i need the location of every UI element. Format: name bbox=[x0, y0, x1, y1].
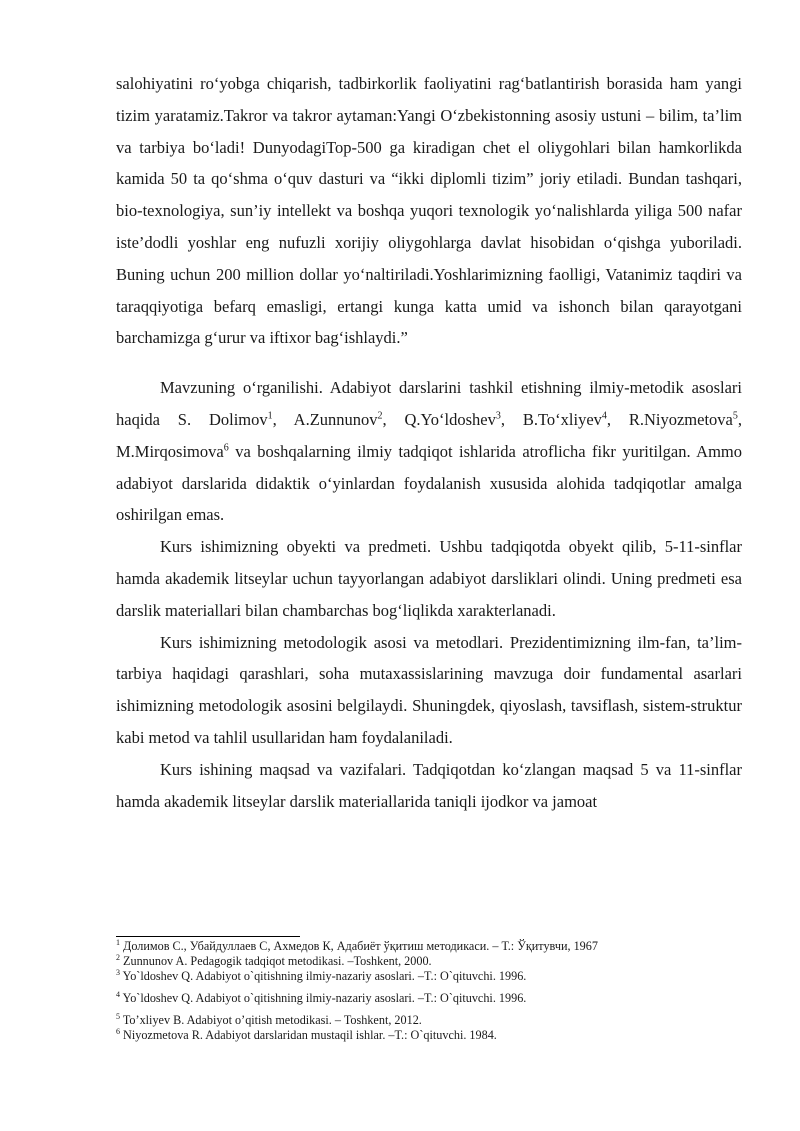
footnote-ref-2[interactable]: 2 bbox=[377, 410, 383, 422]
footnote-ref-1[interactable]: 1 bbox=[267, 410, 273, 422]
footnote-ref-4[interactable]: 4 bbox=[601, 410, 607, 422]
footnote-text: Yo`ldoshev Q. Adabiyot o`qitishning ilmiy-nazariy asoslari. –T.: O`qituvchi. 1996. bbox=[122, 991, 527, 1005]
text-run: Mavzuning oʻrganilishi. Adabiyot darslarini tashkil etishning ilmiy-metodik asoslari haqida S. Dolimov bbox=[116, 378, 742, 429]
text-run: , A.Zunnunov bbox=[272, 409, 378, 429]
footnote-text: Zunnunov A. Pedagogik tadqiqot metodikasi. –Toshkent, 2000. bbox=[123, 954, 432, 968]
text-run: va boshqalarning ilmiy tadqiqot ishlarida atroflicha fikr yuritilgan. Ammo adabiyot darslarida didaktik oʻyinlardan foydalanish xususida alohida tadqiqotlar amalga oshirilgan emas. bbox=[116, 441, 742, 525]
footnote-ref-6[interactable]: 6 bbox=[223, 442, 229, 454]
footnote-number: 3 bbox=[116, 967, 120, 977]
footnote-number: 2 bbox=[116, 952, 120, 962]
footnote-text: Yo`ldoshev Q. Adabiyot o`qitishning ilmiy-nazariy asoslari. –T.: O`qituvchi. 1996. bbox=[122, 969, 527, 983]
footnote-text: Niyozmetova R. Adabiyot darslaridan mustaqil ishlar. –T.: O`qituvchi. 1984. bbox=[123, 1028, 497, 1042]
footnotes bbox=[116, 939, 746, 1043]
footnote-6 bbox=[116, 1028, 746, 1043]
document-body bbox=[116, 68, 742, 817]
text-run: , R.Niyozmetova bbox=[606, 409, 733, 429]
footnote-number: 6 bbox=[116, 1026, 120, 1036]
footnote-number: 1 bbox=[116, 937, 120, 947]
text-run: , Q.Yoʻldoshev bbox=[382, 409, 496, 429]
footnote-5 bbox=[116, 1013, 746, 1028]
paragraph-methodology: Kurs ishimizning metodologik asosi va metodlari. Prezidentimizning ilm-fan, ta’lim-tarbiya haqidagi qarashlari, soha mutaxassislarining mavzuga doir fundamental asarlari ishimizning metodologik asosini belgilaydi. Shuningdek, qiyoslash, tavsiflash, sistem-struktur kabi metod va tahlil usullaridan ham foydalaniladi. bbox=[116, 632, 742, 747]
footnote-text: Долимов С., Убайдуллаев С, Ахмедов К, Адабиёт ўқитиш методикаси. – Т.: Ўқитувчи, 1967 bbox=[123, 939, 598, 953]
footnote-separator bbox=[116, 936, 300, 937]
paragraph-goals: Kurs ishining maqsad va vazifalari. Tadqiqotdan koʻzlangan maqsad 5 va 11-sinflar hamda akademik litseylar darslik materiallarida taniqli ijodkor va jamoat bbox=[116, 759, 742, 811]
footnote-4 bbox=[116, 991, 746, 1006]
footnote-2 bbox=[116, 954, 746, 969]
footnote-number: 5 bbox=[116, 1011, 120, 1021]
footnote-3 bbox=[116, 969, 746, 984]
footnote-ref-5[interactable]: 5 bbox=[732, 410, 738, 422]
text-run: , M.Mirqosimova bbox=[116, 409, 742, 461]
paragraph-president-quote: salohiyatini roʻyobga chiqarish, tadbirkorlik faoliyatini ragʻbatlantirish borasida ham yangi tizim yaratamiz.Takror va takror aytaman:Yangi Oʻzbekistonning asosiy ustuni – bilim, ta’lim va tarbiya boʻladi! DunyodagiTop-500 ga kiradigan chet el oliygohlari bilan hamkorlikda kamida 50 ta qoʻshma oʻquv dasturi va “ikki diplomli tizim” joriy etiladi. Bundan tashqari, bio-texnologiya, sun’iy intellekt va boshqa yuqori texnologik yoʻnalishlarda yiliga 500 nafar iste’dodli yoshlar eng nufuzli xorijiy oliygohlarga davlat hisobidan oʻqishga yuboriladi. Buning uchun 200 million dollar yoʻnaltiriladi.Yoshlarimizning faolligi, Vatanimiz taqdiri va taraqqiyotiga befarq emasligi, ertangi kunga katta umid va ishonch bilan qarayotgani barchamizga gʻurur va iftixor bagʻishlaydi.” bbox=[116, 74, 742, 348]
paragraph-gap bbox=[116, 354, 742, 372]
footnote-number: 4 bbox=[116, 989, 120, 999]
footnote-ref-3[interactable]: 3 bbox=[495, 410, 501, 422]
footnote-text: To’xliyev B. Adabiyot o’qitish metodikasi. – Toshkent, 2012. bbox=[122, 1013, 422, 1027]
text-run: , B.Toʻxliyev bbox=[500, 409, 602, 429]
paragraph-object-subject: Kurs ishimizning obyekti va predmeti. Ushbu tadqiqotda obyekt qilib, 5-11-sinflar hamda akademik litseylar uchun tayyorlangan adabiyot darsliklari olindi. Uning predmeti esa darslik materiallari bilan chambarchas bogʻliqlikda xarakterlanadi. bbox=[116, 537, 742, 620]
footnote-1 bbox=[116, 939, 746, 954]
paragraph-study-of-topic bbox=[116, 372, 742, 531]
